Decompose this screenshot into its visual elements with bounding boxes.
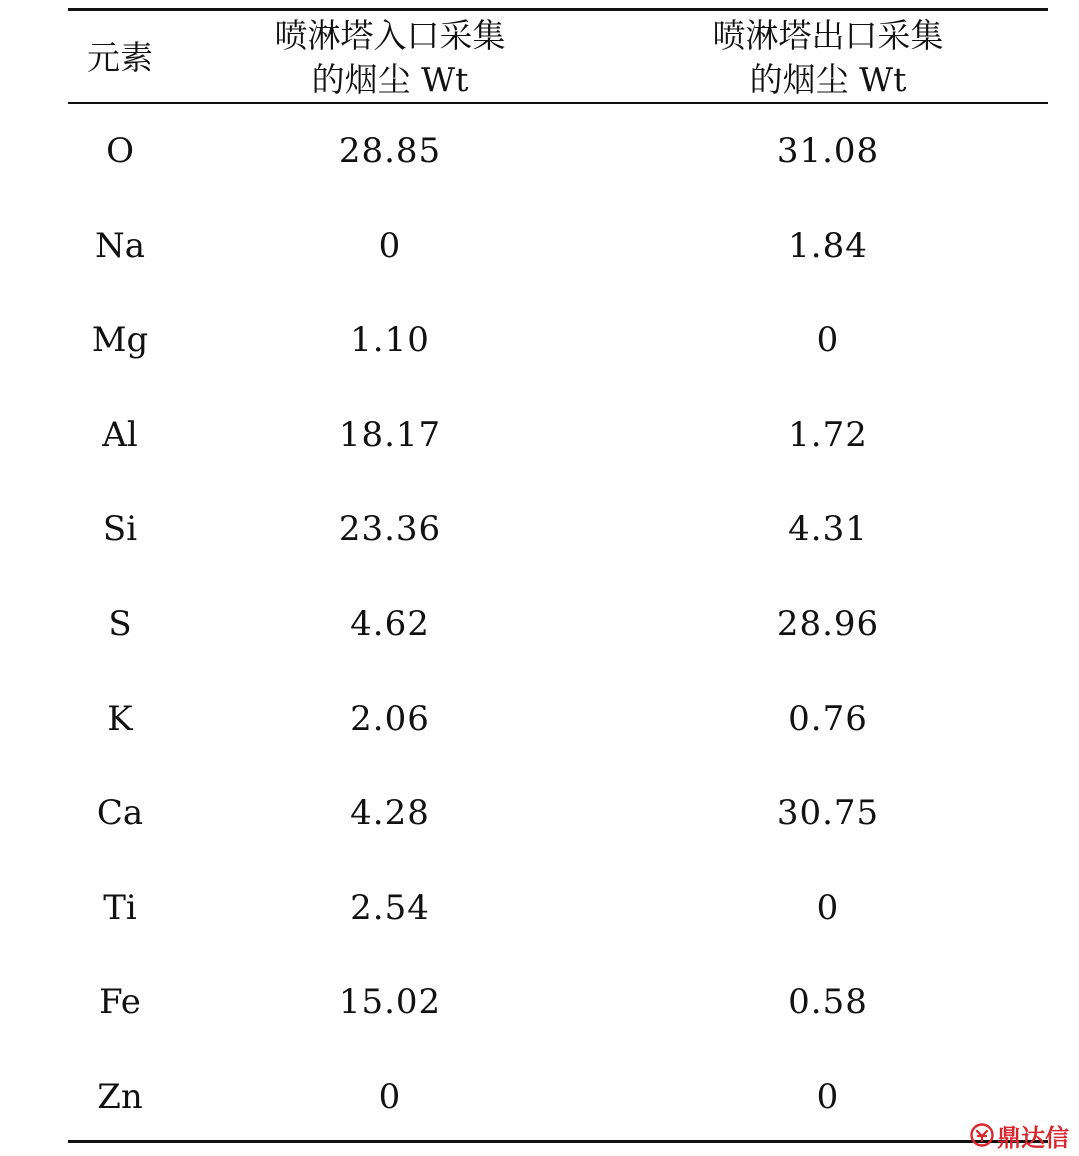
table-row xyxy=(0,199,1079,294)
cell-outlet: 1.72 xyxy=(788,414,868,455)
cell-element: K xyxy=(107,698,133,739)
watermark xyxy=(970,1118,1069,1152)
cell-inlet: 15.02 xyxy=(338,982,442,1023)
watermark-text: 鼎达信 xyxy=(997,1123,1069,1152)
cell-outlet: 0 xyxy=(816,320,840,361)
cell-outlet: 0 xyxy=(816,1076,840,1117)
header-outlet-dust xyxy=(668,14,988,102)
table-row xyxy=(0,482,1079,577)
header-inlet-line1: 喷淋塔入口采集 xyxy=(274,16,506,55)
table-top-rule xyxy=(68,8,1048,11)
table-row xyxy=(0,577,1079,672)
table-bottom-rule xyxy=(68,1140,1048,1143)
table-row xyxy=(0,388,1079,483)
table-row xyxy=(0,293,1079,388)
cell-inlet: 18.17 xyxy=(338,414,442,455)
cell-outlet: 30.75 xyxy=(776,793,880,834)
cell-outlet: 1.84 xyxy=(788,225,868,266)
table-body xyxy=(0,104,1079,1145)
table-row xyxy=(0,955,1079,1050)
cell-element: Ca xyxy=(96,793,144,834)
header-inlet-dust xyxy=(230,14,550,102)
cell-element: Ti xyxy=(103,887,137,928)
header-outlet-line1: 喷淋塔出口采集 xyxy=(712,16,944,55)
cell-inlet: 28.85 xyxy=(338,131,442,171)
cell-element: Si xyxy=(102,509,138,550)
cell-element: Zn xyxy=(97,1076,143,1117)
cell-outlet: 0.76 xyxy=(788,698,868,739)
header-inlet-line2: 的烟尘 Wt xyxy=(311,60,469,99)
table-row xyxy=(0,766,1079,861)
table-row xyxy=(0,672,1079,767)
cell-inlet: 0 xyxy=(378,225,402,266)
cell-element: O xyxy=(106,131,134,171)
cell-element: Mg xyxy=(91,320,149,361)
cell-inlet: 4.28 xyxy=(350,793,430,834)
cell-inlet: 2.06 xyxy=(350,698,430,739)
cell-outlet: 0.58 xyxy=(788,982,868,1023)
table-row xyxy=(0,1050,1079,1145)
header-outlet-line2: 的烟尘 Wt xyxy=(749,60,907,99)
cell-inlet: 2.54 xyxy=(350,887,430,928)
cell-inlet: 23.36 xyxy=(338,509,442,550)
cell-inlet: 0 xyxy=(378,1076,402,1117)
cell-inlet: 1.10 xyxy=(350,320,430,361)
cell-element: S xyxy=(108,603,132,644)
brand-logo-icon xyxy=(970,1123,994,1147)
cell-outlet: 28.96 xyxy=(776,603,880,644)
cell-outlet: 0 xyxy=(816,887,840,928)
cell-outlet: 31.08 xyxy=(776,131,880,171)
cell-element: Na xyxy=(94,225,146,266)
cell-outlet: 4.31 xyxy=(788,509,868,550)
header-element-label: 元素 xyxy=(87,38,153,77)
cell-inlet: 4.62 xyxy=(350,603,430,644)
table-row xyxy=(0,861,1079,956)
cell-element: Fe xyxy=(99,982,141,1023)
table-row xyxy=(0,104,1079,199)
cell-element: Al xyxy=(102,414,138,455)
header-element xyxy=(70,36,170,80)
